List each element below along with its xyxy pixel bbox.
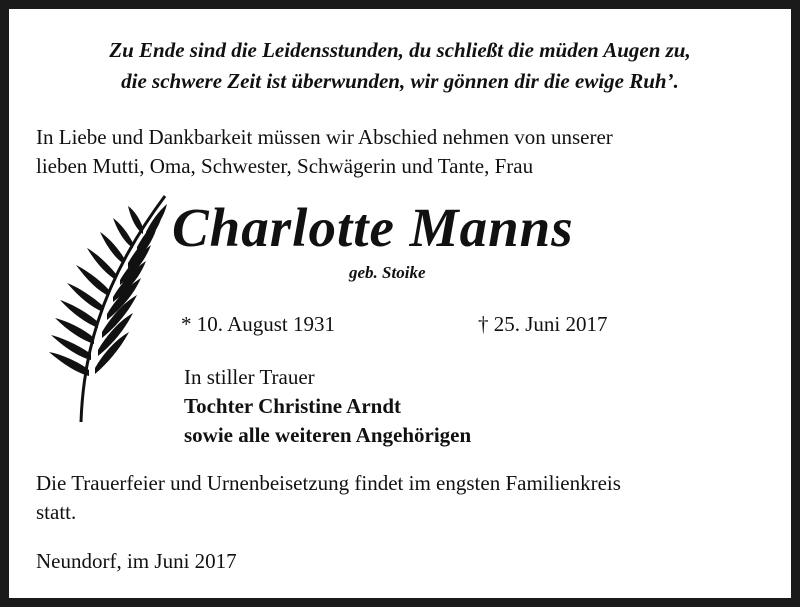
poem-line-2: die schwere Zeit ist überwunden, wir gönnen dir die ewige Ruh’.: [121, 69, 679, 93]
place-date: Neundorf, im Juni 2017: [36, 549, 237, 573]
intro-line-2: lieben Mutti, Oma, Schwester, Schwägerin und Tante, Frau: [36, 154, 534, 178]
death-date: † 25. Juni 2017: [478, 312, 608, 336]
poem-line-1: Zu Ende sind die Leidensstunden, du schließt die müden Augen zu,: [109, 38, 691, 62]
notice-line-2: statt.: [36, 500, 77, 524]
maiden-name: geb. Stoike: [349, 263, 426, 282]
mourners-block: [184, 363, 471, 450]
mourners-line-2: sowie alle weiteren Angehörigen: [184, 423, 472, 447]
palm-frond-icon: [45, 192, 170, 429]
intro-text: [36, 123, 776, 181]
memorial-poem: [9, 35, 791, 97]
deceased-name: Charlotte Manns: [172, 197, 574, 258]
mourners-line-1: Tochter Christine Arndt: [184, 394, 402, 418]
birth-date: * 10. August 1931: [181, 312, 336, 336]
intro-line-1: In Liebe und Dankbarkeit müssen wir Abschied nehmen von unserer: [36, 125, 613, 149]
notice-line-1: Die Trauerfeier und Urnenbeisetzung findet im engsten Familienkreis: [36, 471, 621, 495]
funeral-notice: [36, 469, 776, 527]
mourners-lead: In stiller Trauer: [184, 365, 315, 389]
